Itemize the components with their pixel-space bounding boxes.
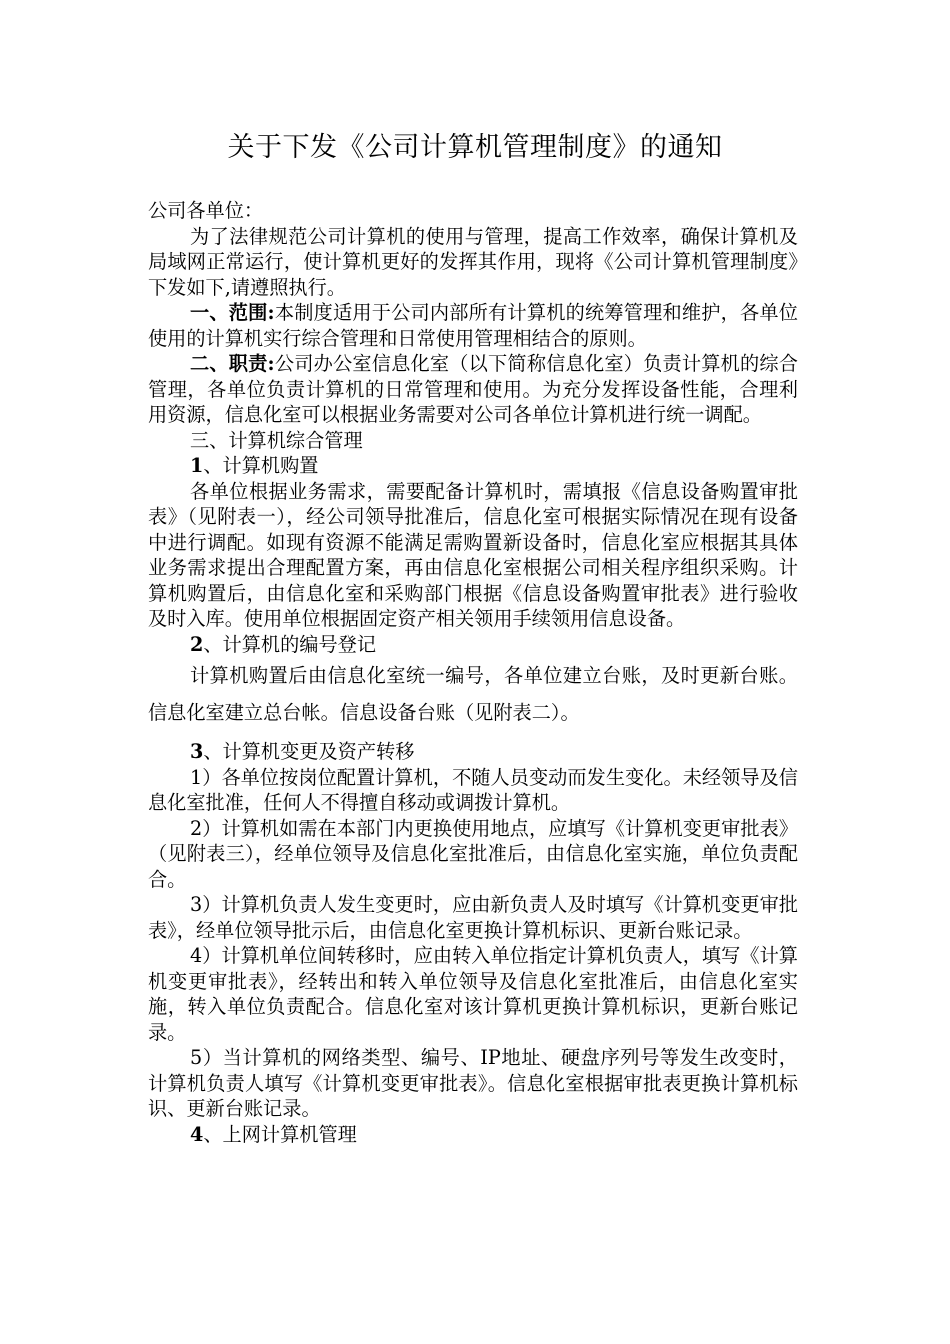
salutation: 公司各单位： (148, 199, 264, 222)
document-body (148, 198, 798, 1147)
subsection4-title: 、上网计算机管理 (203, 1122, 357, 1146)
scope-label: 一、范围: (190, 301, 275, 324)
subsection3-number: 3 (190, 740, 204, 763)
duty-text: 公司办公室信息化室（以下简称信息化室）负责计算机的综合管理，各单位负责计算机的日常管理和使用。为充分发挥设备性能，合理利用资源，信息化室可以根据业务需要对公司各单位计算机进行统一调配。 (148, 352, 798, 426)
scope-text: 本制度适用于公司内部所有计算机的统筹管理和维护，各单位使用的计算机实行综合管理和日常使用管理相结合的原则。 (148, 301, 798, 350)
subsection4-number: 4 (190, 1122, 204, 1146)
subsection1-paragraph: 各单位根据业务需求，需要配备计算机时，需填报《信息设备购置审批表》（见附表一），经公司领导批准后，信息化室可根据实际情况在现有设备中进行调配。如现有资源不能满足需购置新设备时，信息化室应根据其具体业务需求提出合理配置方案，再由信息化室根据公司相关程序组织采购。计算机购置后，由信息化室和采购部门根据《信息设备购置审批表》进行验收及时入库。使用单位根据固定资产相关领用手续领用信息设备。 (148, 479, 798, 630)
subsection3-heading (148, 739, 798, 765)
subsection3-item: 3）计算机负责人发生变更时，应由新负责人及时填写《计算机变更审批表》，经单位领导批示后，由信息化室更换计算机标识、更新台账记录。 (148, 893, 798, 942)
subsection1-title: 、计算机购置 (203, 454, 319, 477)
subsection2-paragraph: 计算机购置后由信息化室统一编号，各单位建立台账，及时更新台账。信息化室建立总台帐。信息设备台账（见附表二）。 (148, 664, 798, 724)
subsection1-heading (148, 453, 798, 479)
subsection4-heading (148, 1122, 798, 1148)
subsection1-number: 1 (190, 454, 204, 477)
subsection2-number: 2 (190, 632, 204, 656)
duty-paragraph (148, 351, 798, 428)
document-title: 关于下发《公司计算机管理制度》的通知 (227, 132, 723, 163)
subsection3-item: 2）计算机如需在本部门内更换使用地点，应填写《计算机变更审批表》（见附表三），经单位领导及信息化室批准后，由信息化室实施，单位负责配合。 (148, 816, 798, 891)
subsection2-heading (148, 632, 798, 658)
subsection3-item: 5）当计算机的网络类型、编号、IP地址、硬盘序列号等发生改变时，计算机负责人填写《计算机变更审批表》。信息化室根据审批表更换计算机标识、更新台账记录。 (148, 1046, 798, 1120)
subsection3-item: 1）各单位按岗位配置计算机，不随人员变动而发生变化。未经领导及信息化室批准，任何人不得擅自移动或调拨计算机。 (148, 765, 798, 814)
subsection2-title: 、计算机的编号登记 (203, 632, 377, 656)
subsection3-title: 、计算机变更及资产转移 (203, 740, 415, 763)
subsection3-item: 4）计算机单位间转移时，应由转入单位指定计算机负责人，填写《计算机变更审批表》，经转出和转入单位领导及信息化室批准后，由信息化室实施，转入单位负责配合。信息化室对该计算机更换计算机标识，更新台账记录。 (148, 944, 798, 1044)
section3-heading: 三、计算机综合管理 (190, 428, 363, 452)
duty-label: 二、职责: (190, 352, 275, 375)
scope-paragraph (148, 300, 798, 351)
intro-paragraph: 为了法律规范公司计算机的使用与管理，提高工作效率，确保计算机及局域网正常运行，使计算机更好的发挥其作用，现将《公司计算机管理制度》下发如下,请遵照执行。 (148, 224, 798, 299)
